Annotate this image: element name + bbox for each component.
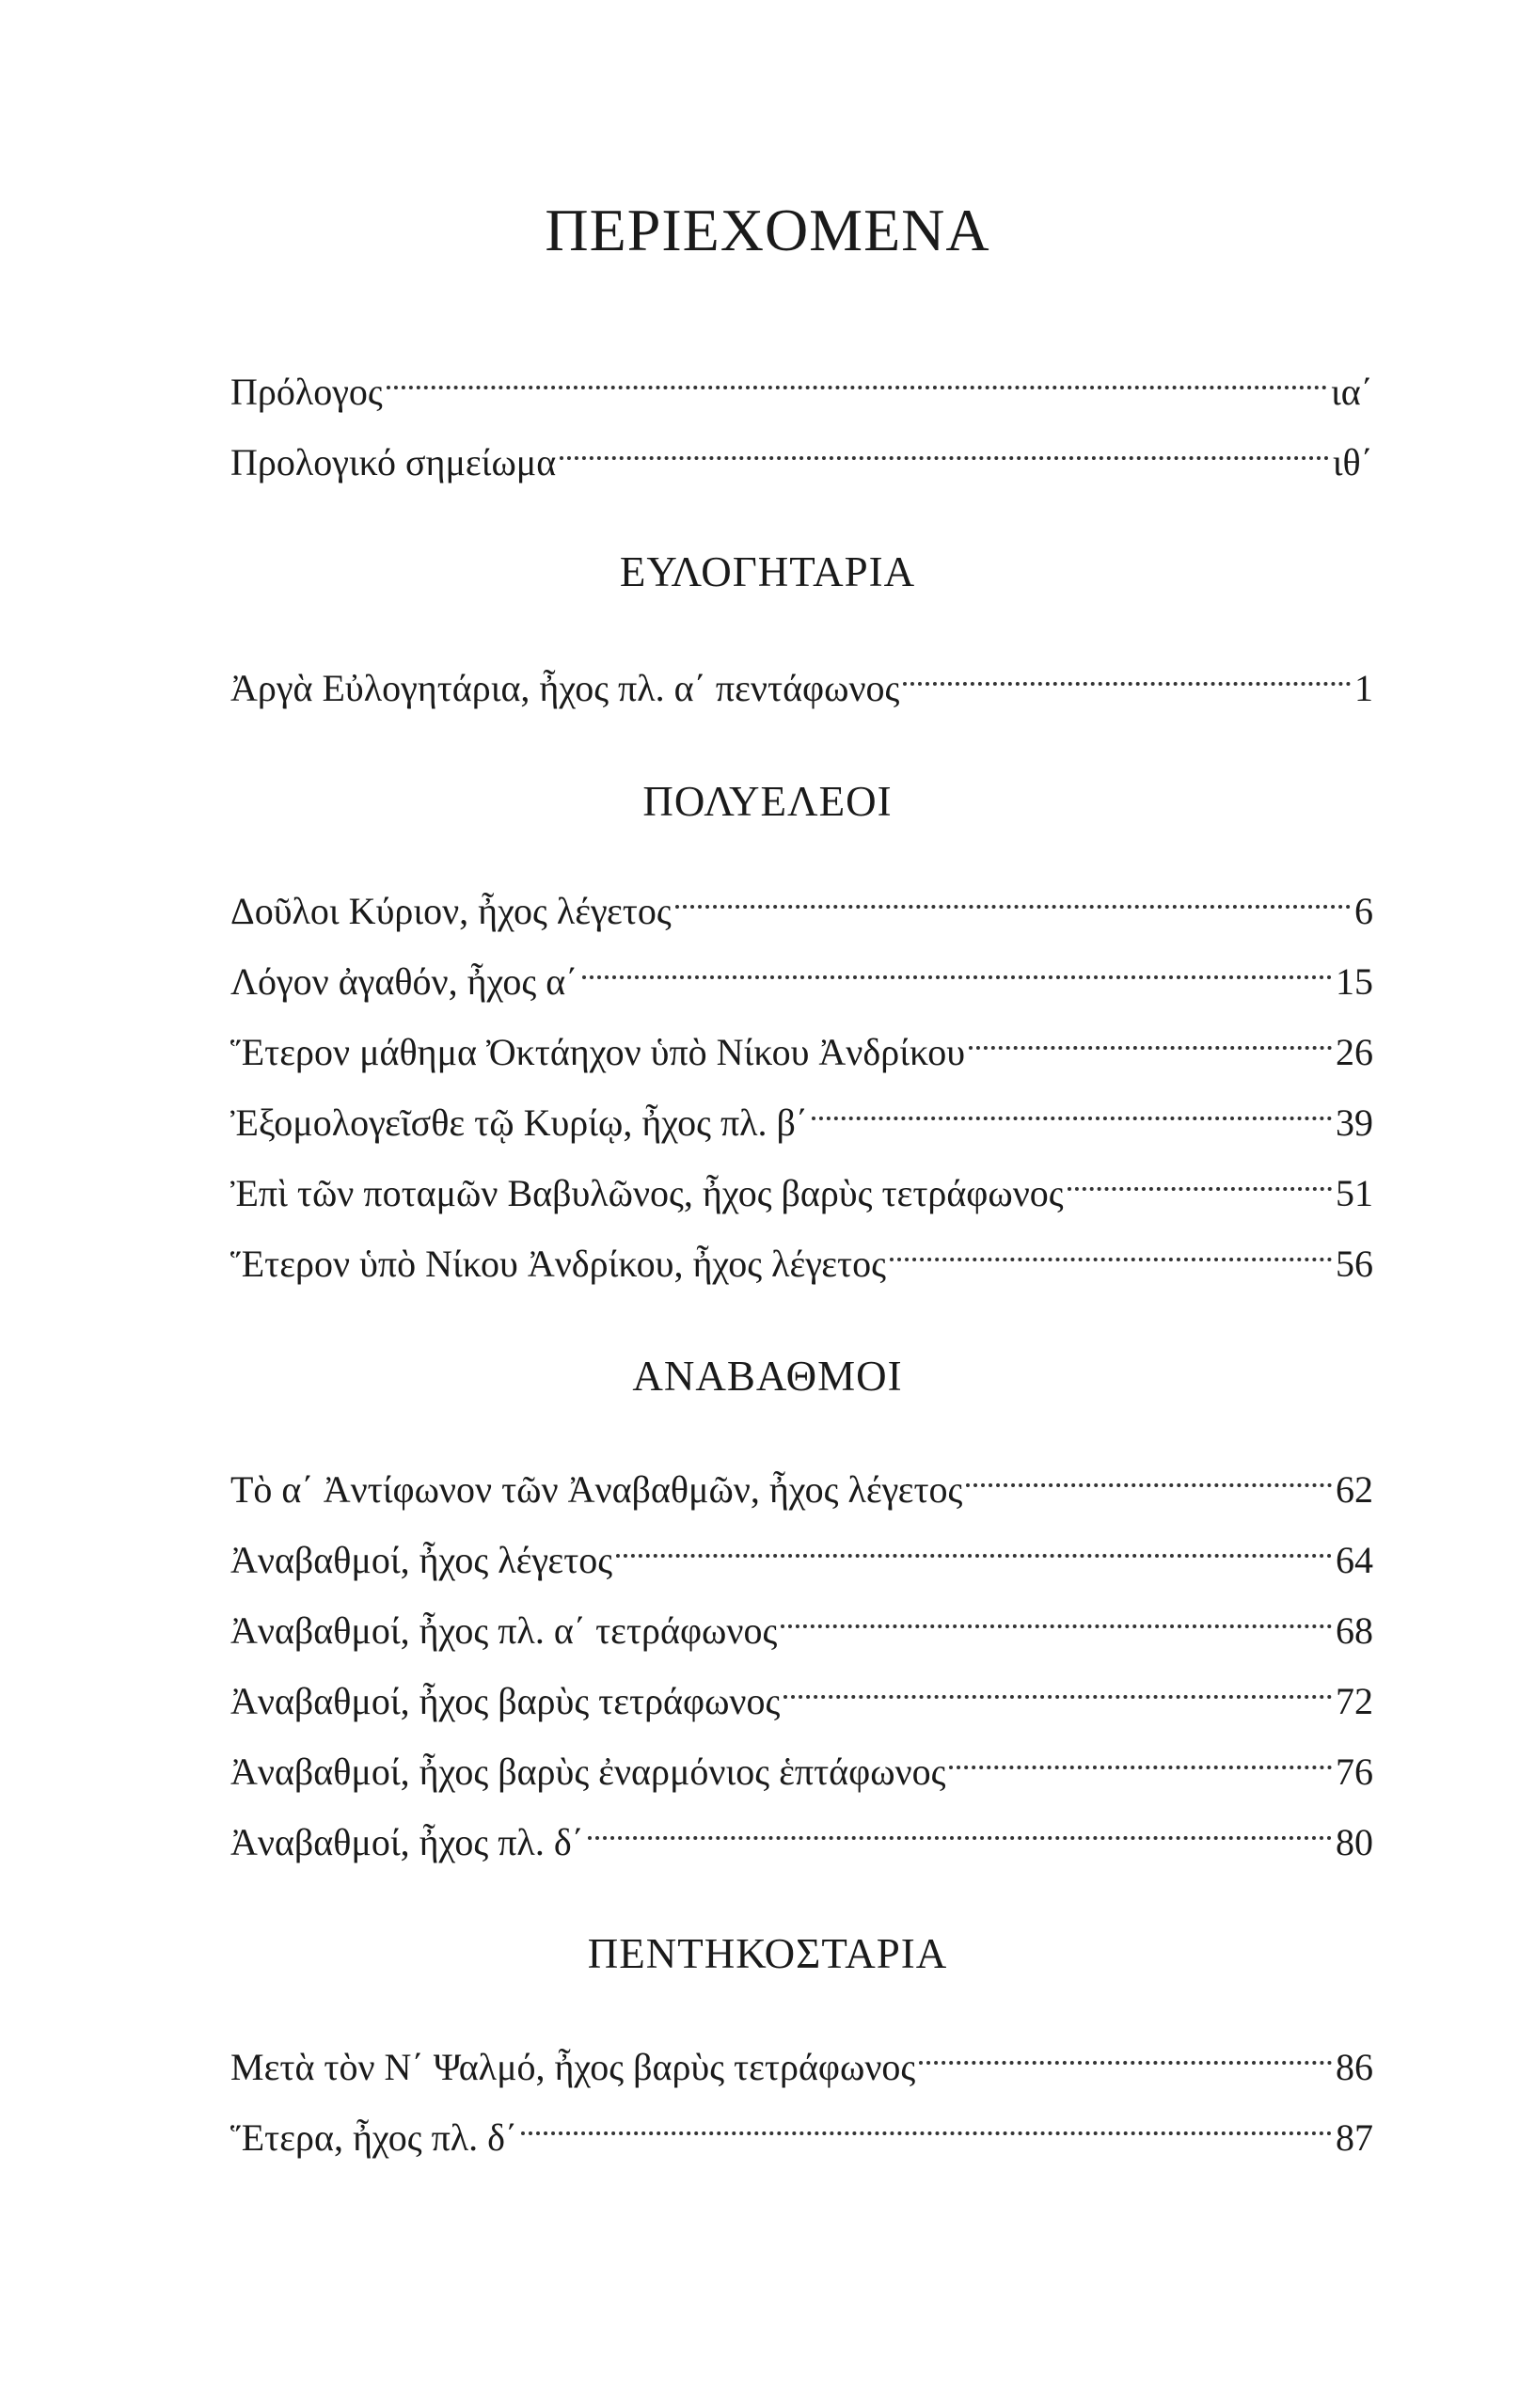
toc-entry-page: ια΄ xyxy=(1330,371,1373,413)
toc-entry-label: Λόγον ἀγαθόν, ἦχος α΄ xyxy=(230,960,578,1003)
dot-leader xyxy=(919,2009,1332,2080)
dot-leader xyxy=(969,994,1332,1065)
toc-entry-label: Προλογικό σημείωμα xyxy=(230,441,557,483)
dot-leader xyxy=(588,1784,1332,1855)
toc-entry-label: Ἐξομολογεῖσθε τῷ Κυρίῳ, ἦχος πλ. β΄ xyxy=(230,1101,809,1144)
toc-entry-page: 62 xyxy=(1336,1468,1373,1511)
section-heading-anavathmoi: ΑΝΑΒΑΘΜΟΙ xyxy=(632,1353,903,1400)
dot-leader xyxy=(675,853,1351,924)
toc-entry-label: Ἕτερα, ἦχος πλ. δ΄ xyxy=(230,2116,518,2159)
dot-leader xyxy=(616,1502,1332,1573)
toc-entry-page: 76 xyxy=(1336,1751,1373,1793)
dot-leader xyxy=(582,924,1332,994)
toc-entry-page: 1 xyxy=(1354,667,1373,709)
section-list-evlogitaria xyxy=(230,630,1373,709)
toc-entry-label: Δοῦλοι Κύριον, ἦχος λέγετος xyxy=(230,890,672,932)
toc-entry-label: Μετὰ τὸν Ν΄ Ψαλμό, ἦχος βαρὺς τετράφωνος xyxy=(230,2046,916,2088)
toc-entry-page: 6 xyxy=(1354,890,1373,932)
page-title: ΠΕΡΙΕΧΟΜΕΝΑ xyxy=(545,197,990,263)
section-heading-polyeleoi: ΠΟΛΥΕΛΕΟΙ xyxy=(642,778,893,825)
dot-leader xyxy=(387,334,1327,404)
section-heading-pentikostaria: ΠΕΝΤΗΚΟΣΤΑΡΙΑ xyxy=(587,1930,948,1977)
dot-leader xyxy=(783,1643,1332,1714)
toc-entry-label: Ἀναβαθμοί, ἦχος βαρὺς ἐναρμόνιος ἑπτάφωνος xyxy=(230,1751,946,1793)
toc-entry-page: 80 xyxy=(1336,1821,1373,1863)
dot-leader xyxy=(521,2080,1332,2150)
toc-entry-page: 64 xyxy=(1336,1539,1373,1581)
dot-leader xyxy=(966,1432,1332,1502)
toc-entry[interactable] xyxy=(230,334,1373,413)
toc-entry-page: 87 xyxy=(1336,2116,1373,2159)
dot-leader xyxy=(812,1065,1332,1135)
toc-entry[interactable] xyxy=(230,853,1373,932)
toc-entry-page: ιθ΄ xyxy=(1332,441,1373,483)
section-list-polyeleoi xyxy=(230,853,1373,1285)
toc-entry-label: Ἀναβαθμοί, ἦχος πλ. α΄ τετράφωνος xyxy=(230,1609,778,1652)
dot-leader xyxy=(1068,1135,1332,1206)
dot-leader xyxy=(890,1206,1332,1276)
toc-entry-page: 26 xyxy=(1336,1031,1373,1073)
section-list-anavathmoi xyxy=(230,1432,1373,1863)
toc-entry-label: Πρόλογος xyxy=(230,371,383,413)
toc-entry-page: 68 xyxy=(1336,1609,1373,1652)
toc-entry-page: 72 xyxy=(1336,1680,1373,1722)
toc-entry-label: Ἀναβαθμοί, ἦχος βαρὺς τετράφωνος xyxy=(230,1680,781,1722)
dot-leader xyxy=(949,1714,1332,1784)
dot-leader xyxy=(560,404,1329,475)
toc-entry-label: Ἕτερον μάθημα Ὀκτάηχον ὑπὸ Νίκου Ἀνδρίκου xyxy=(230,1031,966,1073)
dot-leader xyxy=(903,630,1351,701)
toc-entry-label: Ἐπὶ τῶν ποταμῶν Βαβυλῶνος, ἦχος βαρὺς τετράφωνος xyxy=(230,1172,1064,1214)
toc-entry[interactable] xyxy=(230,630,1373,709)
toc-entry-label: Ἀργὰ Εὐλογητάρια, ἦχος πλ. α΄ πεντάφωνος xyxy=(230,667,900,709)
toc-entry-label: Ἕτερον ὑπὸ Νίκου Ἀνδρίκου, ἦχος λέγετος xyxy=(230,1243,886,1285)
toc-entry-page: 51 xyxy=(1336,1172,1373,1214)
toc-entry-page: 56 xyxy=(1336,1243,1373,1285)
toc-entry[interactable] xyxy=(230,404,1373,483)
toc-entry[interactable] xyxy=(230,2009,1373,2088)
front-matter-list xyxy=(230,334,1373,483)
toc-entry-page: 39 xyxy=(1336,1101,1373,1144)
section-list-pentikostaria xyxy=(230,2009,1373,2159)
section-heading-evlogitaria: ΕΥΛΟΓΗΤΑΡΙΑ xyxy=(619,548,916,595)
toc-entry-page: 15 xyxy=(1336,960,1373,1003)
toc-entry-page: 86 xyxy=(1336,2046,1373,2088)
toc-entry[interactable] xyxy=(230,1432,1373,1511)
dot-leader xyxy=(781,1573,1332,1643)
toc-entry-label: Ἀναβαθμοί, ἦχος λέγετος xyxy=(230,1539,613,1581)
toc-entry-label: Ἀναβαθμοί, ἦχος πλ. δ΄ xyxy=(230,1821,584,1863)
toc-entry-label: Τὸ α΄ Ἀντίφωνον τῶν Ἀναβαθμῶν, ἦχος λέγετος xyxy=(230,1468,963,1511)
